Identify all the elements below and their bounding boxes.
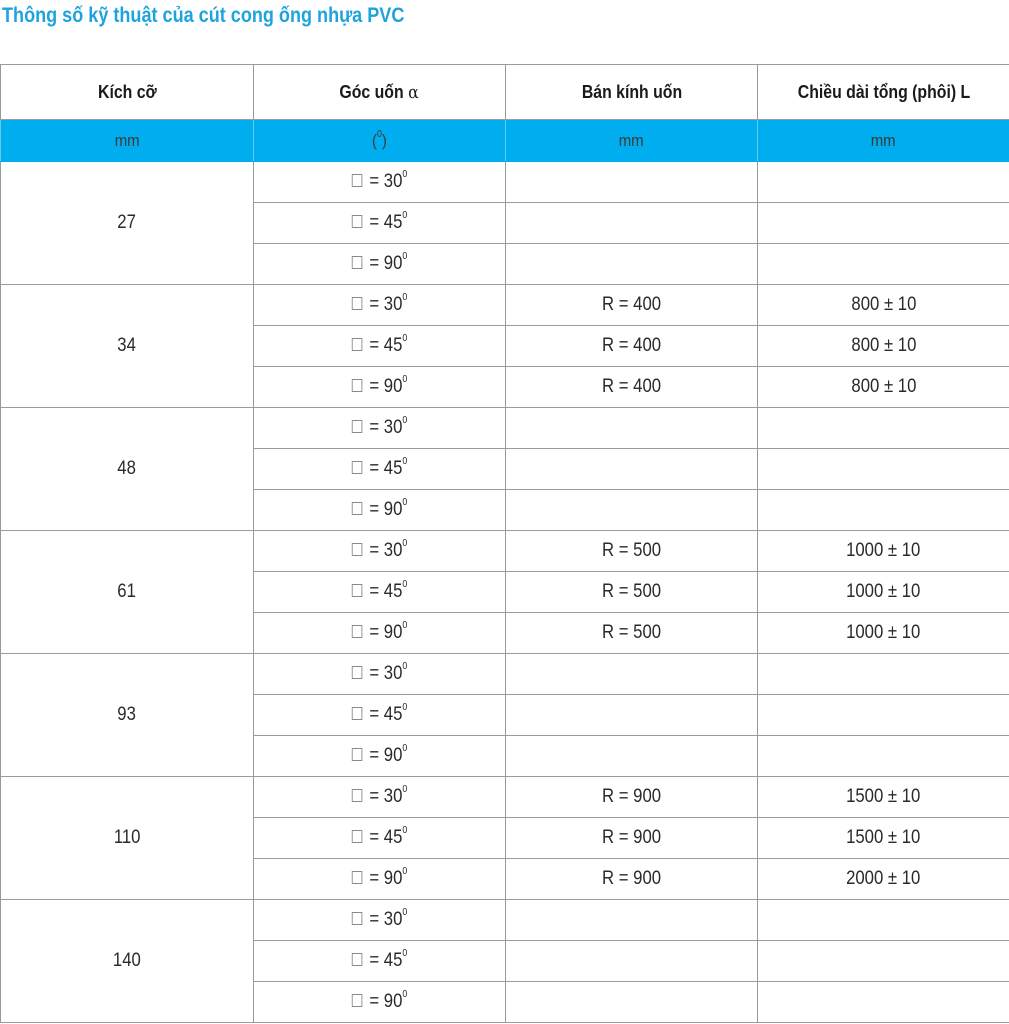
table-row [1, 285, 1009, 326]
missing-glyph-box-icon [352, 912, 363, 925]
missing-glyph-box-icon [352, 584, 363, 597]
angle-cell: = $45^0$ [254, 326, 506, 367]
unit-size: mm [1, 120, 254, 162]
missing-glyph-box-icon [352, 707, 363, 720]
length-cell: 1500 ± 10 [758, 818, 1009, 859]
missing-glyph-box-icon [352, 256, 363, 269]
length-cell [758, 695, 1009, 736]
angle-cell: = $45^0$ [254, 203, 506, 244]
missing-glyph-box-icon [352, 338, 363, 351]
missing-glyph-box-icon [352, 830, 363, 843]
angle-cell: = $45^0$ [254, 941, 506, 982]
size-cell: 27 [1, 162, 254, 285]
radius-cell [506, 203, 758, 244]
missing-glyph-box-icon [352, 379, 363, 392]
radius-cell [506, 736, 758, 777]
unit-length: mm [758, 120, 1009, 162]
radius-cell [506, 941, 758, 982]
length-cell: 1000 ± 10 [758, 531, 1009, 572]
length-cell [758, 982, 1009, 1023]
length-cell: 1500 ± 10 [758, 777, 1009, 818]
angle-cell: = $90^0$ [254, 613, 506, 654]
length-cell [758, 408, 1009, 449]
missing-glyph-box-icon [352, 174, 363, 187]
size-cell: 110 [1, 777, 254, 900]
angle-cell: = $90^0$ [254, 244, 506, 285]
angle-cell: = $90^0$ [254, 982, 506, 1023]
length-cell: 800 ± 10 [758, 367, 1009, 408]
length-cell [758, 736, 1009, 777]
header-size: Kích cỡ [1, 65, 254, 120]
length-cell: 1000 ± 10 [758, 572, 1009, 613]
radius-cell [506, 490, 758, 531]
length-cell: 1000 ± 10 [758, 613, 1009, 654]
missing-glyph-box-icon [352, 666, 363, 679]
length-cell: 800 ± 10 [758, 326, 1009, 367]
length-cell [758, 449, 1009, 490]
missing-glyph-box-icon [352, 297, 363, 310]
angle-cell: = $90^0$ [254, 859, 506, 900]
radius-cell [506, 408, 758, 449]
length-cell [758, 941, 1009, 982]
angle-cell: = $30^0$ [254, 162, 506, 203]
header-row [1, 65, 1009, 120]
table-row [1, 654, 1009, 695]
radius-cell [506, 654, 758, 695]
table-row [1, 777, 1009, 818]
radius-cell: R = 500 [506, 531, 758, 572]
radius-cell: R = 400 [506, 367, 758, 408]
radius-cell: R = 400 [506, 326, 758, 367]
missing-glyph-box-icon [352, 789, 363, 802]
spec-body [1, 162, 1009, 1023]
radius-cell [506, 244, 758, 285]
radius-cell: R = 900 [506, 859, 758, 900]
missing-glyph-box-icon [352, 748, 363, 761]
length-cell [758, 162, 1009, 203]
angle-cell: = $30^0$ [254, 285, 506, 326]
size-cell: 93 [1, 654, 254, 777]
missing-glyph-box-icon [352, 502, 363, 515]
alpha-symbol: α [408, 81, 420, 103]
angle-cell: = $45^0$ [254, 695, 506, 736]
angle-cell: = $30^0$ [254, 408, 506, 449]
missing-glyph-box-icon [352, 994, 363, 1007]
length-cell [758, 654, 1009, 695]
angle-cell: = $30^0$ [254, 900, 506, 941]
angle-cell: = $30^0$ [254, 777, 506, 818]
length-cell [758, 244, 1009, 285]
table-row [1, 900, 1009, 941]
radius-cell [506, 695, 758, 736]
angle-cell: = $45^0$ [254, 449, 506, 490]
header-length: Chiều dài tổng (phôi) L [758, 65, 1009, 120]
table-row [1, 531, 1009, 572]
length-cell [758, 900, 1009, 941]
table-row [1, 408, 1009, 449]
missing-glyph-box-icon [352, 543, 363, 556]
size-cell: 140 [1, 900, 254, 1023]
radius-cell [506, 449, 758, 490]
angle-cell: = $90^0$ [254, 367, 506, 408]
missing-glyph-box-icon [352, 871, 363, 884]
spec-table [0, 64, 1009, 1023]
missing-glyph-box-icon [352, 215, 363, 228]
radius-cell: R = 400 [506, 285, 758, 326]
unit-radius: mm [506, 120, 758, 162]
units-row [1, 120, 1009, 162]
missing-glyph-box-icon [352, 420, 363, 433]
radius-cell: R = 500 [506, 613, 758, 654]
angle-cell: = $90^0$ [254, 736, 506, 777]
angle-cell: = $30^0$ [254, 531, 506, 572]
unit-angle: ($^0$) [254, 120, 506, 162]
radius-cell: R = 500 [506, 572, 758, 613]
missing-glyph-box-icon [352, 953, 363, 966]
header-angle: Góc uốn α [254, 65, 506, 120]
size-cell: 34 [1, 285, 254, 408]
radius-cell [506, 982, 758, 1023]
radius-cell [506, 900, 758, 941]
length-cell: 800 ± 10 [758, 285, 1009, 326]
missing-glyph-box-icon [352, 625, 363, 638]
header-radius: Bán kính uốn [506, 65, 758, 120]
radius-cell: R = 900 [506, 818, 758, 859]
angle-cell: = $45^0$ [254, 572, 506, 613]
angle-cell: = $45^0$ [254, 818, 506, 859]
angle-cell: = $30^0$ [254, 654, 506, 695]
length-cell [758, 490, 1009, 531]
table-row [1, 162, 1009, 203]
page-title: Thông số kỹ thuật của cút cong ống nhựa PVC [2, 4, 405, 27]
missing-glyph-box-icon [352, 461, 363, 474]
size-cell: 48 [1, 408, 254, 531]
radius-cell [506, 162, 758, 203]
radius-cell: R = 900 [506, 777, 758, 818]
angle-cell: = $90^0$ [254, 490, 506, 531]
length-cell [758, 203, 1009, 244]
length-cell: 2000 ± 10 [758, 859, 1009, 900]
size-cell: 61 [1, 531, 254, 654]
